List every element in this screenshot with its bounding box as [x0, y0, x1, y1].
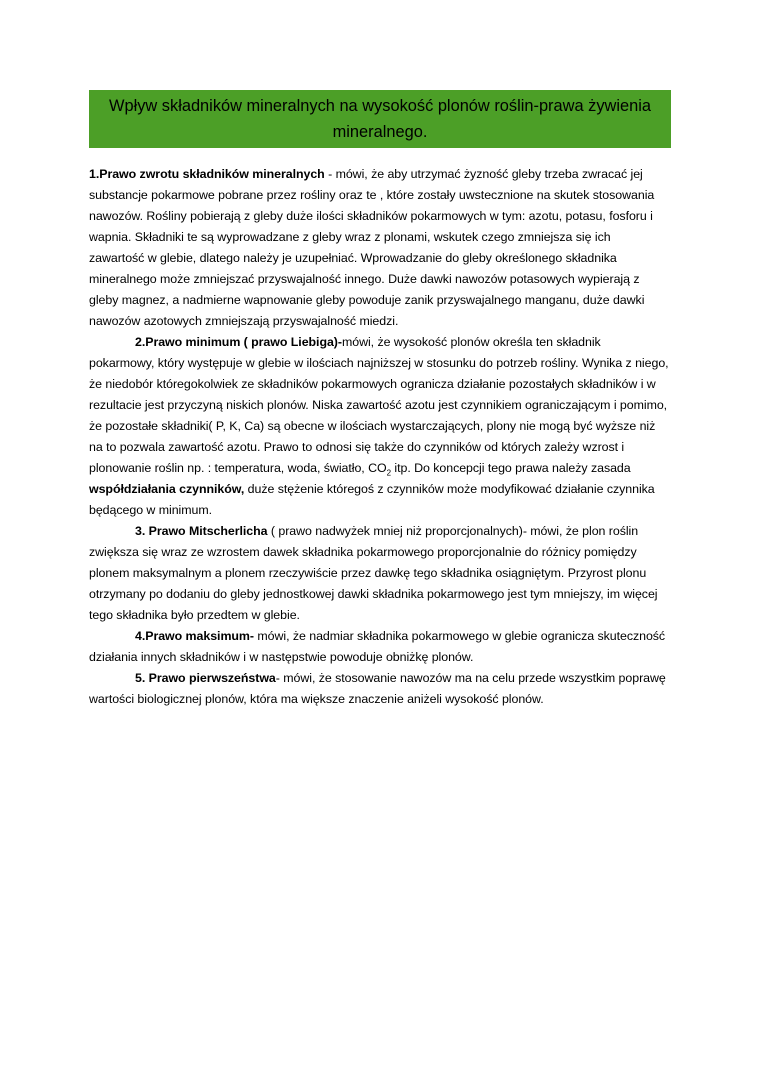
section-3-text: ( prawo nadwyżek mniej niż proporcjonalnych)- mówi, że plon roślin zwiększa się wraz ze wzrostem dawek składnika pokarmowego proporcjonalnie do różnicy pomiędzy plonem maksymalnym a plonem rzeczywiście przez dawkę tego składnika osiągniętym. Przyrost plonu otrzymany po dodaniu do gleby jednostkowej dawki składnika pokarmowego jest tym mniejszy, im więcej tego składnika było przedtem w glebie. — [89, 524, 658, 622]
section-2 — [89, 332, 669, 521]
section-1-heading: 1.Prawo zwrotu składników mineralnych — [89, 167, 325, 181]
section-4-text: mówi, że nadmiar składnika pokarmowego w glebie ogranicza skuteczność działania innych składników i w następstwie powoduje obniżkę plonów. — [89, 629, 666, 664]
section-5 — [89, 668, 669, 710]
section-2-text-part1: mówi, że wysokość plonów określa ten składnik pokarmowy, który występuje w glebie w ilościach najniższej w stosunku do potrzeb rośliny. Wynika z niego, że niedobór któregokolwiek ze składników pokarmowych ogranicza działanie pozostałych składników i w rezultacie jest przyczyną niskich plonów. Niska zawartość azotu jest czynnikiem ograniczającym i pomimo, że pozostałe składniki( P, K, Ca) są obecne w ilościach wystarczających, plony nie mogą być wyższe niż na to pozwala zawartość azotu. Prawo to odnosi się także do czynników od których zależy wzrost i plonowanie roślin np. : temperatura, woda, światło, CO — [89, 335, 669, 475]
section-2-text-part3: duże stężenie któregoś z czynników może modyfikować działanie czynnika będącego w minimum. — [89, 482, 655, 517]
section-5-heading: 5. Prawo pierwszeństwa — [135, 671, 276, 685]
section-4-heading: 4.Prawo maksimum- — [135, 629, 254, 643]
section-1 — [89, 164, 669, 332]
section-2-subscript: 2 — [386, 468, 391, 478]
section-2-heading: 2.Prawo minimum ( prawo Liebiga)- — [135, 335, 342, 349]
document-title: Wpływ składników mineralnych na wysokość plonów roślin-prawa żywienia mineralnego. — [108, 97, 651, 141]
section-5-text: - mówi, że stosowanie nawozów ma na celu przede wszystkim poprawę wartości biologicznej plonów, która ma większe znaczenie aniżeli wysokość plonów. — [89, 671, 666, 706]
section-3 — [89, 521, 669, 626]
section-4 — [89, 626, 669, 668]
section-1-text: - mówi, że aby utrzymać żyzność gleby trzeba zwracać jej substancje pokarmowe pobrane przez rośliny oraz te , które zostały uwstecznione na skutek stosowania nawozów. Rośliny pobierają z gleby duże ilości składników pokarmowych w tym: azotu, potasu, fosforu i wapnia. Składniki te są wyprowadzane z gleby wraz z plonami, wskutek czego zmniejsza się ich zawartość w glebie, dlatego należy je uzupełniać. Wprowadzanie do gleby określonego składnika mineralnego może zmniejszać przyswajalność innego. Duże dawki nawozów potasowych wypierają z gleby magnez, a nadmierne wapnowanie gleby powoduje zanik przyswajalnego manganu, duże dawki nawozów azotowych zmniejszają przyswajalność miedzi. — [89, 167, 655, 328]
section-2-bold-phrase: współdziałania czynników, — [89, 482, 245, 496]
section-3-heading: 3. Prawo Mitscherlicha — [135, 524, 268, 538]
section-2-text-part2: itp. Do koncepcji tego prawa należy zasada — [391, 461, 631, 475]
document-body — [89, 164, 669, 710]
title-banner — [89, 90, 671, 148]
